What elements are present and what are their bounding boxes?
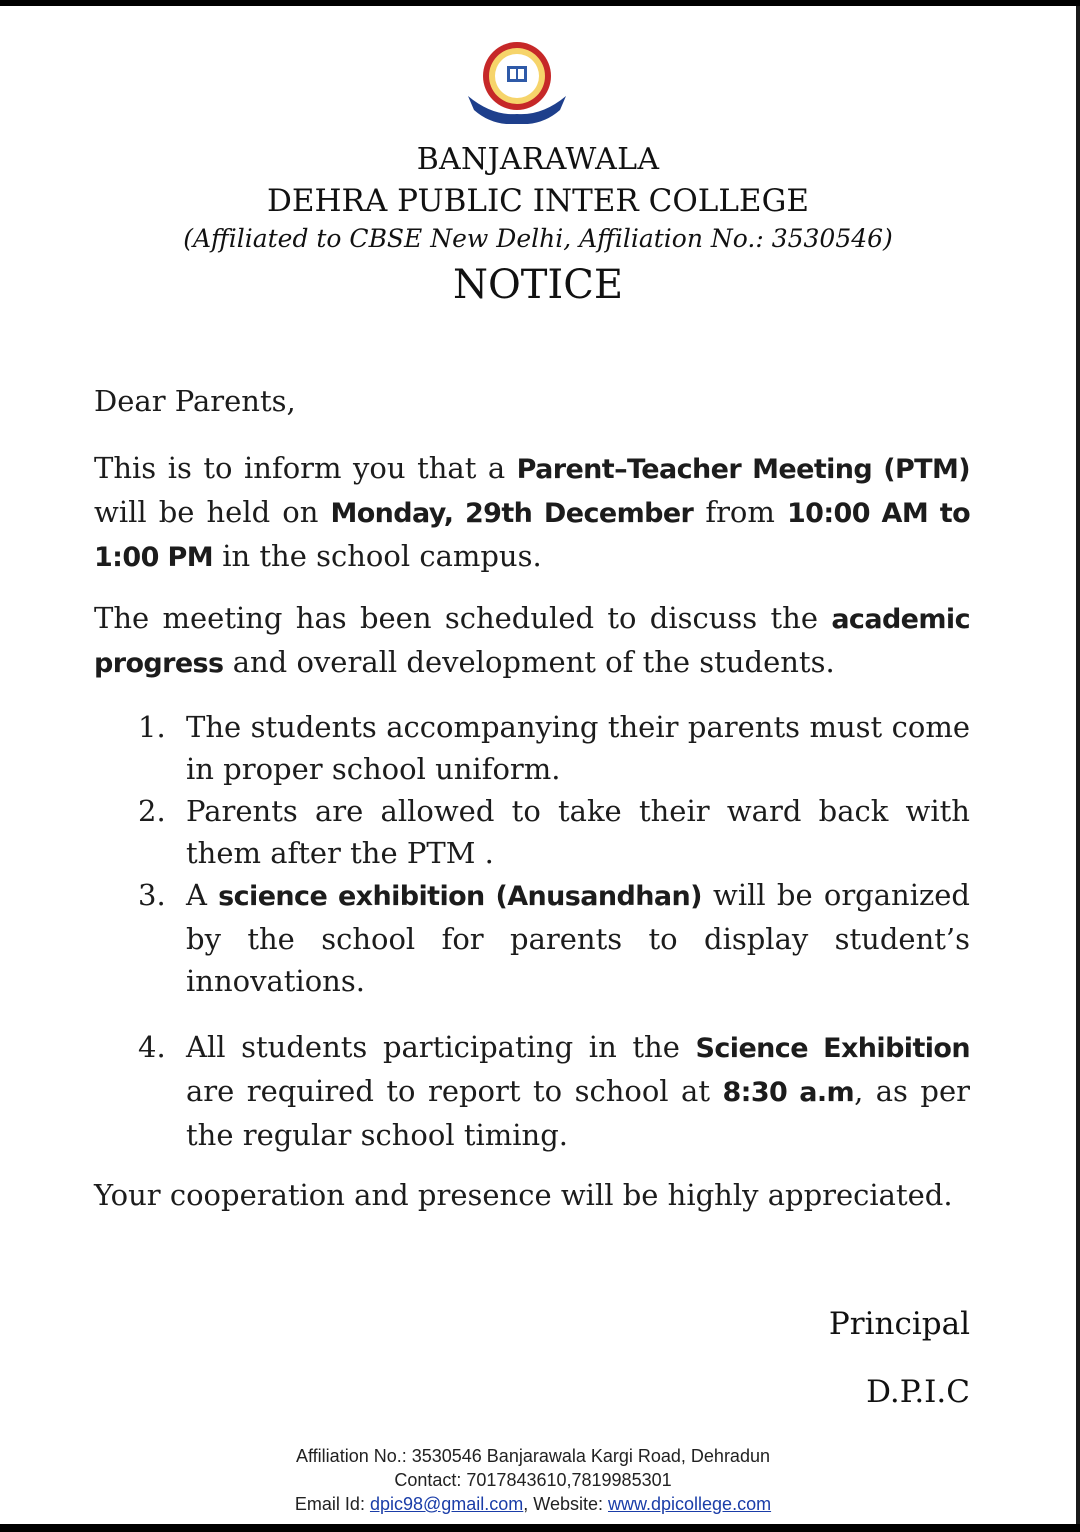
school-crest-icon: [462, 40, 572, 124]
ptm-name: Parent–Teacher Meeting (PTM): [516, 454, 970, 485]
list-item: [138, 874, 970, 1002]
rules-list: [138, 706, 970, 1156]
affiliation-line: (Affiliated to CBSE New Delhi, Affiliation No.: 3530546): [183, 224, 893, 253]
list-item: [138, 1026, 970, 1156]
list-number: 3.: [138, 878, 166, 912]
email-link[interactable]: dpic98@gmail.com: [369, 1494, 524, 1514]
inform-text-1: This is to inform you that a: [94, 451, 517, 485]
footer-links: [0, 1492, 1066, 1516]
list-number: 2.: [138, 794, 166, 828]
list-text: The students accompanying their parents must come in proper school uniform.: [186, 710, 970, 786]
list-text: , as per the regular school timing.: [186, 1074, 970, 1152]
notice-page: [0, 6, 1080, 1524]
school-location: BANJARAWALA: [416, 142, 660, 177]
meeting-paragraph: [94, 597, 970, 685]
meeting-focus: academic progress: [94, 604, 970, 679]
list-number: 1.: [138, 710, 166, 744]
email-label: Email Id:: [294, 1494, 370, 1514]
school-name: DEHRA PUBLIC INTER COLLEGE: [267, 183, 809, 219]
footer-contact: Contact: 7017843610,7819985301: [394, 1470, 672, 1490]
ptm-date: Monday, 29th December: [330, 498, 694, 529]
exhibition-name: science exhibition (Anusandhan): [218, 881, 702, 912]
salutation: Dear Parents,: [94, 384, 296, 418]
footer: [0, 1444, 1066, 1516]
inform-text-3: from: [693, 495, 787, 529]
inform-paragraph: [94, 447, 970, 579]
meeting-text-2: and overall development of the students.: [223, 645, 835, 679]
inform-text-2: will be held on: [94, 495, 331, 529]
closing-line: Your cooperation and presence will be highly appreciated.: [94, 1178, 953, 1212]
list-text: All students participating in the: [186, 1030, 696, 1064]
list-text: are required to report to school at: [186, 1074, 723, 1108]
website-link[interactable]: www.dpicollege.com: [608, 1494, 772, 1514]
website-label: , Website:: [523, 1494, 608, 1514]
list-item: [138, 790, 970, 874]
signature-org: D.P.I.C: [866, 1374, 970, 1410]
list-item: [138, 706, 970, 790]
inform-text-4: in the school campus.: [213, 539, 542, 573]
footer-address: Affiliation No.: 3530546 Banjarawala Kargi Road, Dehradun: [296, 1446, 770, 1466]
list-text: A: [186, 878, 219, 912]
report-time: 8:30 a.m: [722, 1077, 855, 1108]
list-number: 4.: [138, 1030, 166, 1064]
list-text: will be organized by the school for parents to display student’s innovations.: [186, 878, 970, 998]
signature-role: Principal: [828, 1306, 970, 1342]
notice-title: NOTICE: [452, 262, 624, 308]
meeting-text-1: The meeting has been scheduled to discuss the: [94, 601, 832, 635]
ptm-time: 10:00 AM to 1:00 PM: [94, 498, 971, 573]
exhibition-title: Science Exhibition: [695, 1033, 970, 1064]
list-text: Parents are allowed to take their ward back with them after the PTM .: [186, 794, 970, 870]
